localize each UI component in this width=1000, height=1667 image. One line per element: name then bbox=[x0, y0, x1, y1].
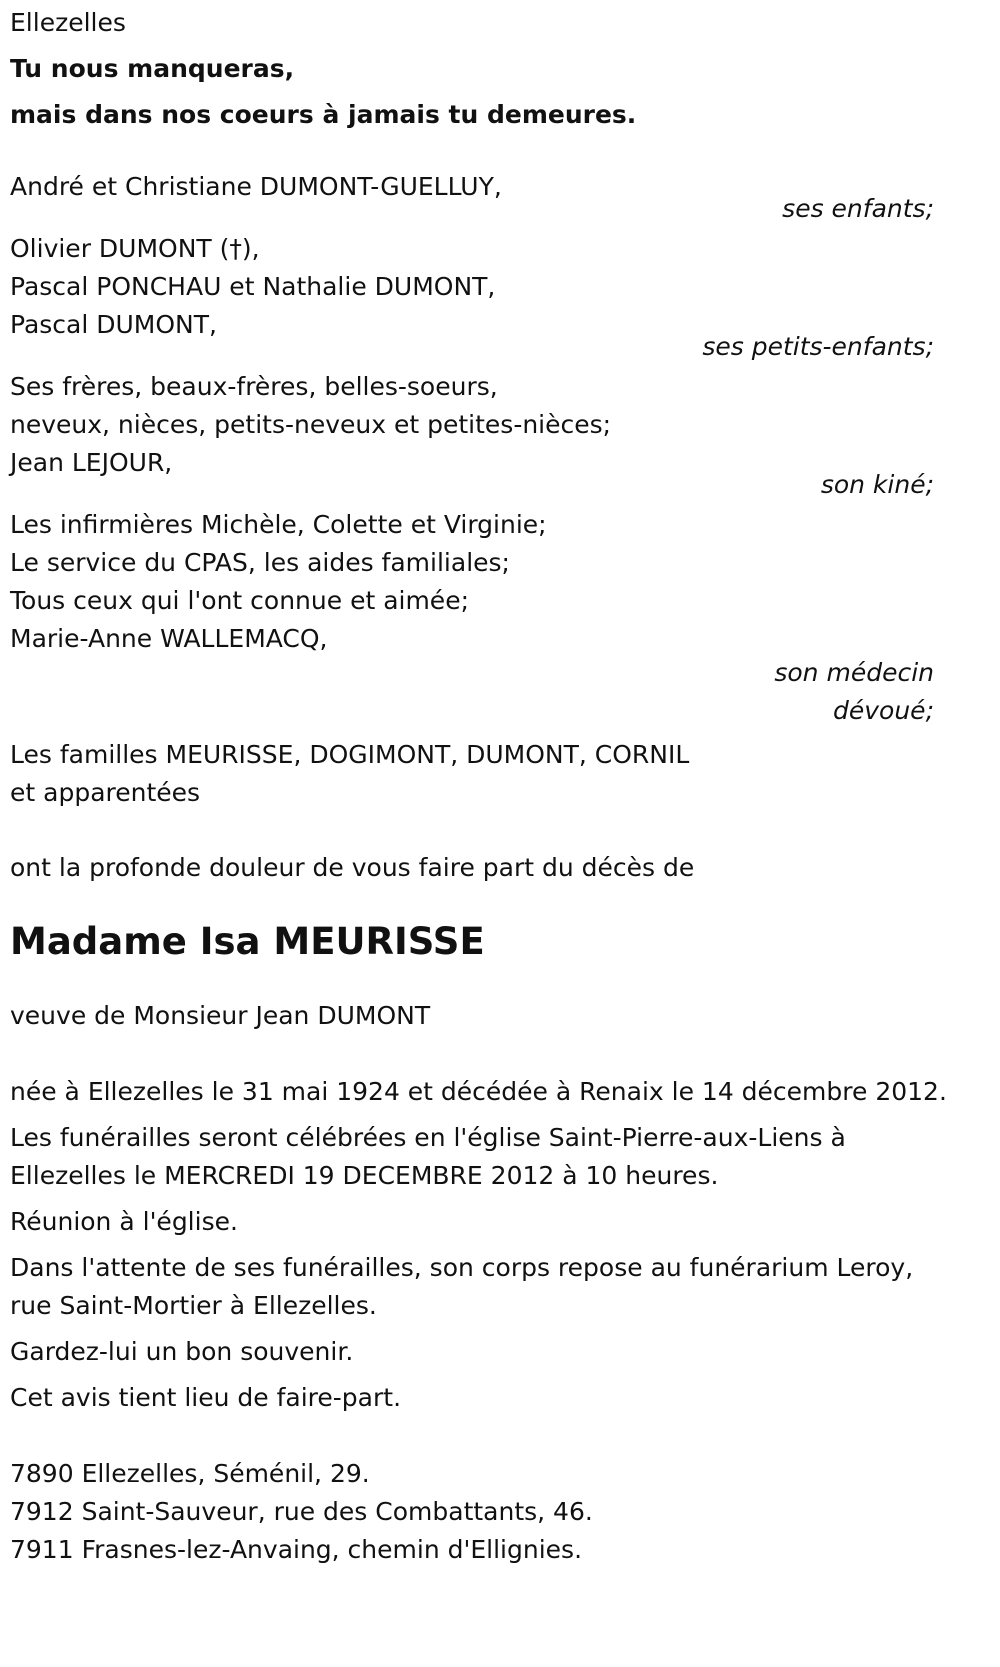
meeting-info: Réunion à l'église. bbox=[10, 1207, 238, 1236]
family-name-line: neveux, nièces, petits-neveux et petites-nièces; bbox=[10, 410, 612, 439]
verse-line-1: Tu nous manqueras, bbox=[10, 54, 295, 83]
deceased-name: Madame Isa MEURISSE bbox=[10, 920, 485, 963]
family-siblings bbox=[10, 368, 934, 504]
family-children bbox=[10, 168, 934, 228]
obituary-notice bbox=[10, 4, 947, 1569]
address-line: 7911 Frasnes-lez-Anvaing, chemin d'Ellignies. bbox=[10, 1535, 583, 1564]
family-role: ses enfants; bbox=[782, 194, 934, 223]
family-caregivers bbox=[10, 506, 934, 730]
funeral-info-line-2: Ellezelles le MERCREDI 19 DECEMBRE 2012 à 10 heures. bbox=[10, 1161, 719, 1190]
family-name-line: Jean LEJOUR, bbox=[10, 448, 173, 477]
family-name-line: et apparentées bbox=[10, 778, 201, 807]
family-name-line: Les familles MEURISSE, DOGIMONT, DUMONT, CORNIL bbox=[10, 740, 690, 769]
family-role: son médecin bbox=[774, 658, 934, 687]
notice-text: Cet avis tient lieu de faire-part. bbox=[10, 1383, 402, 1412]
family-grandchildren bbox=[10, 230, 934, 366]
widow-of: veuve de Monsieur Jean DUMONT bbox=[10, 1001, 431, 1030]
birth-death-details: née à Ellezelles le 31 mai 1924 et décédée à Renaix le 14 décembre 2012. bbox=[10, 1077, 947, 1106]
family-name-line: Le service du CPAS, les aides familiales; bbox=[10, 548, 510, 577]
family-relatives bbox=[10, 736, 934, 812]
family-role: dévoué; bbox=[833, 696, 934, 725]
family-name-line: Ses frères, beaux-frères, belles-soeurs, bbox=[10, 372, 498, 401]
verse-line-2: mais dans nos coeurs à jamais tu demeures. bbox=[10, 100, 637, 129]
family-name-line: Les infirmières Michèle, Colette et Virginie; bbox=[10, 510, 547, 539]
family-name-line: Pascal DUMONT, bbox=[10, 310, 217, 339]
family-role: son kiné; bbox=[820, 470, 934, 499]
family-name-line: André et Christiane DUMONT-GUELLUY, bbox=[10, 172, 502, 201]
family-name-line: Tous ceux qui l'ont connue et aimée; bbox=[10, 586, 469, 615]
rest-info-line-1: Dans l'attente de ses funérailles, son corps repose au funérarium Leroy, bbox=[10, 1253, 914, 1282]
remember-text: Gardez-lui un bon souvenir. bbox=[10, 1337, 354, 1366]
family-role: ses petits-enfants; bbox=[702, 332, 934, 361]
rest-info-line-2: rue Saint-Mortier à Ellezelles. bbox=[10, 1291, 377, 1320]
announcement-text: ont la profonde douleur de vous faire part du décès de bbox=[10, 853, 695, 882]
address-list bbox=[10, 1455, 934, 1569]
address-line: 7890 Ellezelles, Séménil, 29. bbox=[10, 1459, 370, 1488]
family-name-line: Olivier DUMONT (†), bbox=[10, 234, 260, 263]
address-line: 7912 Saint-Sauveur, rue des Combattants, 46. bbox=[10, 1497, 593, 1526]
town-heading: Ellezelles bbox=[10, 8, 126, 37]
funeral-info-line-1: Les funérailles seront célébrées en l'église Saint-Pierre-aux-Liens à bbox=[10, 1123, 846, 1152]
family-name-line: Marie-Anne WALLEMACQ, bbox=[10, 624, 328, 653]
family-name-line: Pascal PONCHAU et Nathalie DUMONT, bbox=[10, 272, 496, 301]
